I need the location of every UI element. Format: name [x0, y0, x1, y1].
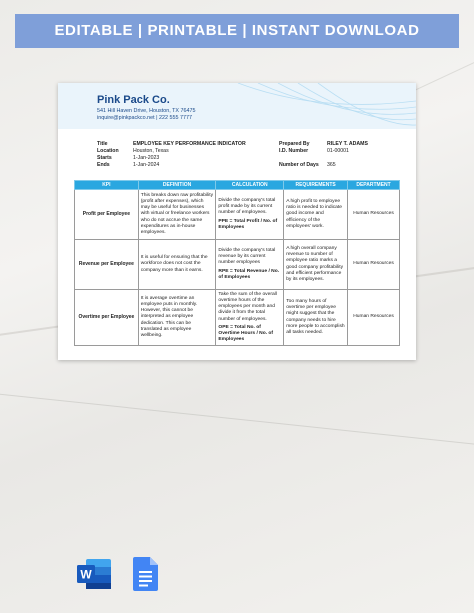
calculation-formula: RPE = Total Revenue / No. of Employees	[218, 268, 280, 280]
column-header-requirements: REQUIREMENTS	[284, 181, 348, 190]
kpi-table	[74, 180, 400, 346]
title-value: EMPLOYEE KEY PERFORMANCE INDICATOR	[133, 141, 246, 147]
department-cell: Human Resources	[348, 290, 400, 346]
days-value: 365	[327, 162, 336, 168]
table-row	[75, 190, 400, 240]
table-row	[75, 290, 400, 346]
header-wave-decoration	[58, 83, 416, 129]
svg-text:W: W	[80, 567, 92, 582]
table-row	[75, 240, 400, 290]
calculation-cell	[216, 240, 284, 290]
document-preview	[58, 83, 416, 360]
starts-label: Starts	[97, 155, 112, 161]
marble-vein	[0, 392, 474, 449]
column-header-calculation: CALCULATION	[216, 181, 284, 190]
calculation-formula: OPE = Total No. of Overtime Hours / No. of Employees	[218, 324, 274, 342]
column-header-kpi: KPI	[75, 181, 139, 190]
calculation-text: Divide the company's total profit made by its current number of employees.	[218, 198, 276, 216]
days-label: Number of Days	[279, 162, 319, 168]
kpi-cell: Revenue per Employee	[75, 240, 139, 290]
department-cell: Human Resources	[348, 240, 400, 290]
id-number-value: 01-00001	[327, 148, 349, 154]
location-label: Location	[97, 148, 119, 154]
google-docs-icon[interactable]	[133, 557, 158, 591]
word-icon[interactable]	[77, 559, 111, 589]
column-header-definition: DEFINITION	[138, 181, 216, 190]
ends-value: 1-Jan-2024	[133, 162, 160, 168]
document-header	[58, 83, 416, 129]
department-cell: Human Resources	[348, 190, 400, 240]
prepared-by-label: Prepared By	[279, 141, 310, 147]
calculation-cell	[216, 190, 284, 240]
kpi-cell: Profit per Employee	[75, 190, 139, 240]
kpi-cell: Overtime per Employee	[75, 290, 139, 346]
requirements-cell: Too many hours of overtime per employee might suggest that the company needs to hire more people to accomplish all tasks needed.	[284, 290, 348, 346]
calculation-formula: PPE = Total Profit / No. of Employees	[218, 218, 278, 230]
requirements-cell: A high profit to employee ratio is needed to indicate good income and efficiency of the employees' work.	[284, 190, 348, 240]
calculation-cell	[216, 290, 284, 346]
definition-cell: It is average overtime an employee puts in monthly. However, this cannot be interpreted as employee dedication. This can be translated as employee wellbeing.	[138, 290, 216, 346]
calculation-text: Take the sum of the overall overtime hours of the employees per month and divide it from the total number of employees.	[218, 292, 277, 322]
company-name: Pink Pack Co.	[97, 94, 170, 106]
company-contact: inquire@pinkpackco.net | 222 555 7777	[97, 115, 192, 121]
column-header-department: DEPARTMENT	[348, 181, 400, 190]
table-header-row	[75, 181, 400, 190]
title-label: Title	[97, 141, 108, 147]
location-value: Houston, Texas	[133, 148, 169, 154]
company-address: 541 Hill Haven Drive, Houston, TX 76475	[97, 108, 196, 114]
definition-cell: This breaks down raw profitability (profit after expenses), which may be useful for businesses with virtual or freelance workers who do not accrue the same expenditures as in-house employees.	[138, 190, 216, 240]
starts-value: 1-Jan-2023	[133, 155, 160, 161]
calculation-text: Divide the company's total revenue by its current number employees	[218, 248, 276, 266]
feature-banner: EDITABLE | PRINTABLE | INSTANT DOWNLOAD	[15, 14, 459, 48]
definition-cell: It is useful for ensuring that the workforce does not cost the company more than it earns.	[138, 240, 216, 290]
ends-label: Ends	[97, 162, 110, 168]
prepared-by-value: RILEY T. ADAMS	[327, 141, 368, 147]
requirements-cell: A high overall company revenue to number of employee ratio marks a good company profitability and efficient performance by its employees.	[284, 240, 348, 290]
id-number-label: I.D. Number	[279, 148, 309, 154]
